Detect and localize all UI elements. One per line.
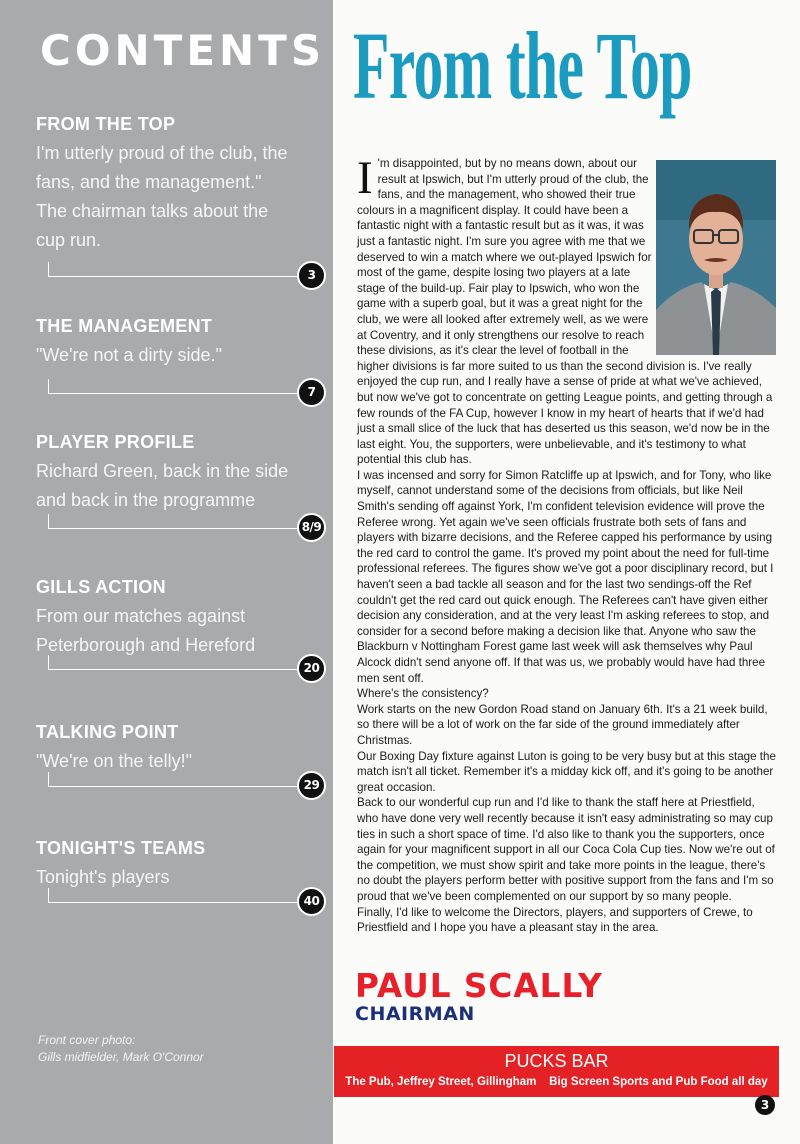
section-heading: TONIGHT'S TEAMS [36,838,206,858]
contents-section-player-profile[interactable] [36,432,321,515]
drop-cap: I [357,152,373,204]
page-number-badge[interactable]: 20 [297,654,326,683]
leader-line [48,514,301,529]
section-description: I'm utterly proud of the club, the fans, and the management." The chairman talks about the cup run. [36,143,288,250]
contents-section-talking-point[interactable] [36,722,321,776]
leader-line [48,888,301,903]
advert-subtitle: The Pub, Jeffrey Street, Gillingham Big Screen Sports and Pub Food all day [345,1076,768,1088]
section-description: From our matches against Peterborough and Hereford [36,606,256,655]
contents-sidebar [0,0,333,1144]
article-paragraph: Where's the consistency? [357,687,489,701]
page-number-badge[interactable]: 7 [297,378,326,407]
article-paragraph: Work starts on the new Gordon Road stand on January 6th. It's a 21 week build, so there will be a lot of work on the far side of the ground immediately after Christmas. [357,702,768,747]
contents-section-from-the-top[interactable] [36,114,321,255]
article-paragraph: Our Boxing Day fixture against Luton is going to be very busy but at this stage the match isn't all ticket. Remember it's a midday kick off, and it's going to be another great occasion. [357,749,776,794]
article-body [357,152,778,936]
contents-section-tonights-teams[interactable] [36,838,321,892]
section-heading: GILLS ACTION [36,577,166,597]
contents-section-gills-action[interactable] [36,577,321,660]
leader-line [48,262,301,277]
cover-photo-caption: Front cover photo: Gills midfielder, Mark O'Connor [38,1033,204,1064]
article-paragraph: I was incensed and sorry for Simon Ratcliffe up at Ipswich, and for Tony, who like myself, cannot understand some of the decisions from officials, but like Neil Smith's sending off against York, I'm confident television evidence will prove the Referee wrong. Yet again we've seen officials frustrate both sets of fans and players with bizarre decisions, and the Referee capped his performance by using the red card to control the game. It's proved my point about the need for full-time professional referees. The figures show we've got a poor disciplinary record, but I haven't seen a bad tackle all season and for the last two sendings-off the Ref couldn't get the red card out quick enough. The Referees can't have given either decision any consideration, and at the very least I'm asking referees to stop, and consider for a second before making a decision like that. Anyone who saw the Blackburn v Nottingham Forest game last week will ask themselves why Paul Alcock didn't send anyone off. If that was us, we probably would have had three men sent off. [357,468,774,685]
article-paragraph: Back to our wonderful cup run and I'd like to thank the staff here at Priestfield, who have done very well recently because it isn't easy administrating so may cup ties in such a short space of time. I'd also like to thank you the supporters, once again for your magnificent support in all our Coca Cola Cup ties. Now we're out of the competition, we must show spirit and take more points in the league, there's no doubt the players perform better with positive support from the fans and I'm so proud that we've been complemented on our support by so many people. [357,796,775,903]
leader-line [48,655,301,670]
page-number-badge[interactable]: 40 [297,887,326,916]
page-number: 3 [755,1095,775,1115]
signature-name: PAUL SCALLY [355,966,603,1005]
section-heading: FROM THE TOP [36,114,176,134]
advert-title: PUCKS BAR [504,1051,609,1071]
article-paragraph: Finally, I'd like to welcome the Directors, players, and supporters of Crewe, to Priestfield and I hope you have a pleasant stay in the area. [357,905,753,935]
section-description: "We're on the telly!" [36,751,192,771]
leader-line [48,772,301,787]
section-heading: THE MANAGEMENT [36,316,213,336]
section-description: Tonight's players [36,867,170,887]
article-paragraph: 'm disappointed, but by no means down, about our result at Ipswich, but I'm utterly proud of the club, the fans, and the management, who showed their true colours in a magnificent display. It could have been a fantastic night with a fantastic result but as it was, it was just a fantastic night. I'm sure you agree with me that we deserved to win a match where we out-played Ipswich for most of the game, despite losing two players at a late stage of the build-up. Fair play to Ipswich, who won the game with a superb goal, but it was a great night for the club, we were all looked after extremely well, as we were at Coventry, and it only strengthens our resolve to reach these divisions, as it's clear the level of football in the higher divisions is far more suited to us than the second division is. I've really enjoyed the cup run, and I really have a sense of pride at what we've achieved, but now we've got to concentrate on getting League points, and getting through a few rounds of the FA Cup, however I know in my heart of hearts that if we'd had just a small slice of the luck that has deserted us this season, we'd now be in the last eight. You, the supporters, were unbelievable, and it's testimony to what potential this club has. [357,157,773,467]
section-heading: TALKING POINT [36,722,179,742]
contents-section-the-management[interactable] [36,316,321,370]
article-title: From the Top [353,12,692,119]
signature-role: CHAIRMAN [355,1003,475,1025]
leader-line [48,379,301,394]
section-description: "We're not a dirty side." [36,345,222,365]
pucks-bar-advert[interactable] [334,1046,779,1097]
section-heading: PLAYER PROFILE [36,432,195,452]
page-number-badge[interactable]: 8/9 [297,513,326,542]
page-number-badge[interactable]: 29 [297,771,326,800]
section-description: Richard Green, back in the side and back in the programme [36,461,289,510]
contents-title: CONTENTS [40,26,326,75]
page-number-badge[interactable]: 3 [297,261,326,290]
